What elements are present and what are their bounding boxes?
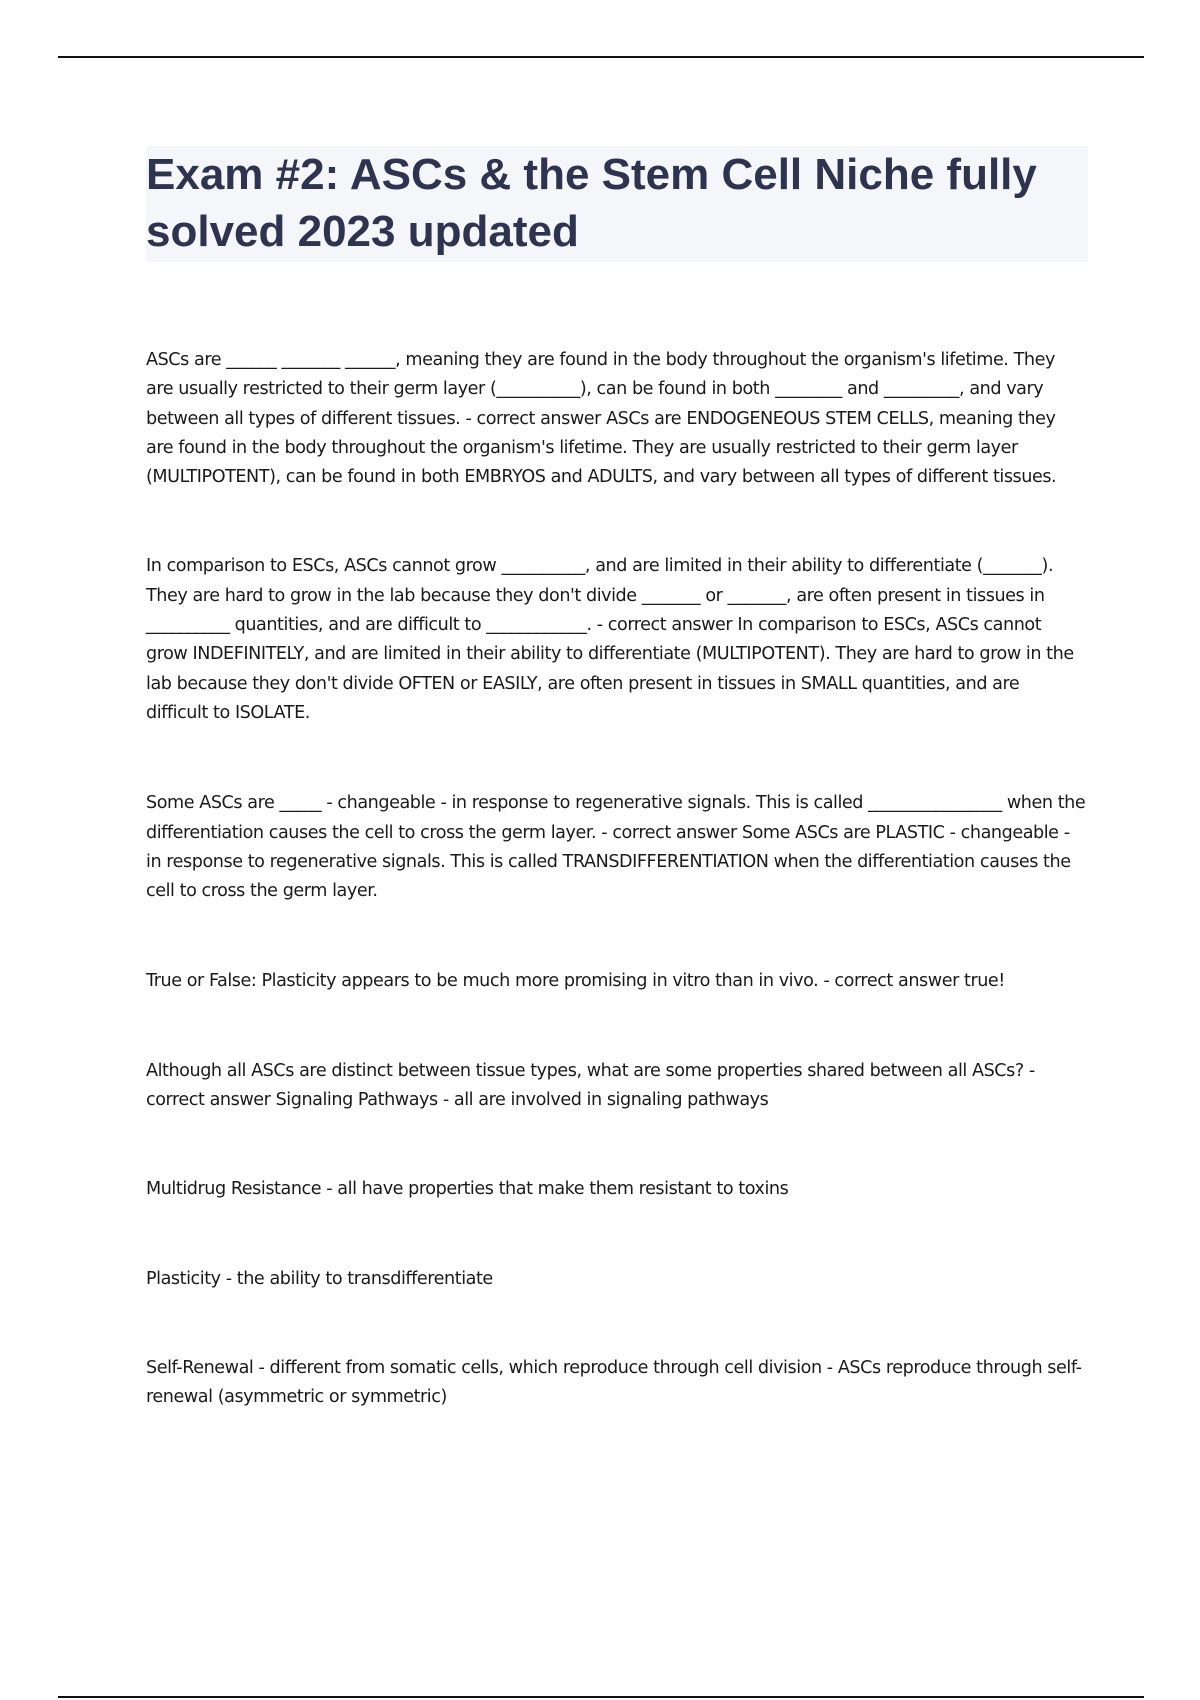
footer-rule	[58, 1696, 1144, 1698]
document-title: Exam #2: ASCs & the Stem Cell Niche fully solved 2023 updated	[146, 150, 1037, 256]
document-body	[146, 346, 1086, 1413]
qa-entry: Although all ASCs are distinct between tissue types, what are some properties shared between all ASCs? - correct answer Signaling Pathways - all are involved in signaling pathways	[146, 1060, 1035, 1111]
qa-entry: Plasticity - the ability to transdifferentiate	[146, 1268, 493, 1289]
title-banner	[146, 146, 1088, 262]
qa-entry: Self-Renewal - different from somatic cells, which reproduce through cell division - ASCs reproduce through self-renewal (asymmetric or symmetric)	[146, 1357, 1082, 1408]
qa-entry: Multidrug Resistance - all have properties that make them resistant to toxins	[146, 1179, 789, 1200]
qa-entry: In comparison to ESCs, ASCs cannot grow __________, and are limited in their ability to differentiate (_______). They are hard to grow in the lab because they don't divide _______ or _______, are often present in tissues in __________ quantities, and are difficult to ____________. - correct answer In comparison to ESCs, ASCs cannot grow INDEFINITELY, and are limited in their ability to differentiate (MULTIPOTENT). They are hard to grow in the lab because they don't divide OFTEN or EASILY, are often present in tissues in SMALL quantities, and are difficult to ISOLATE.	[146, 556, 1074, 723]
qa-entry: True or False: Plasticity appears to be much more promising in vitro than in vivo. - correct answer true!	[146, 971, 1005, 992]
qa-entry: ASCs are ______ _______ ______, meaning they are found in the body throughout the organism's lifetime. They are usually restricted to their germ layer (__________), can be found in both ________ and _________, and vary between all types of different tissues. - correct answer ASCs are ENDOGENEOUS STEM CELLS, meaning they are found in the body throughout the organism's lifetime. They are usually restricted to their germ layer (MULTIPOTENT), can be found in both EMBRYOS and ADULTS, and vary between all types of different tissues.	[146, 350, 1057, 488]
qa-entry: Some ASCs are _____ - changeable - in response to regenerative signals. This is called ________________ when the differentiation causes the cell to cross the germ layer. - correct answer Some ASCs are PLASTIC - changeable - in response to regenerative signals. This is called TRANSDIFFERENTIATION when the differentiation causes the cell to cross the germ layer.	[146, 793, 1086, 902]
header-rule	[58, 56, 1144, 58]
